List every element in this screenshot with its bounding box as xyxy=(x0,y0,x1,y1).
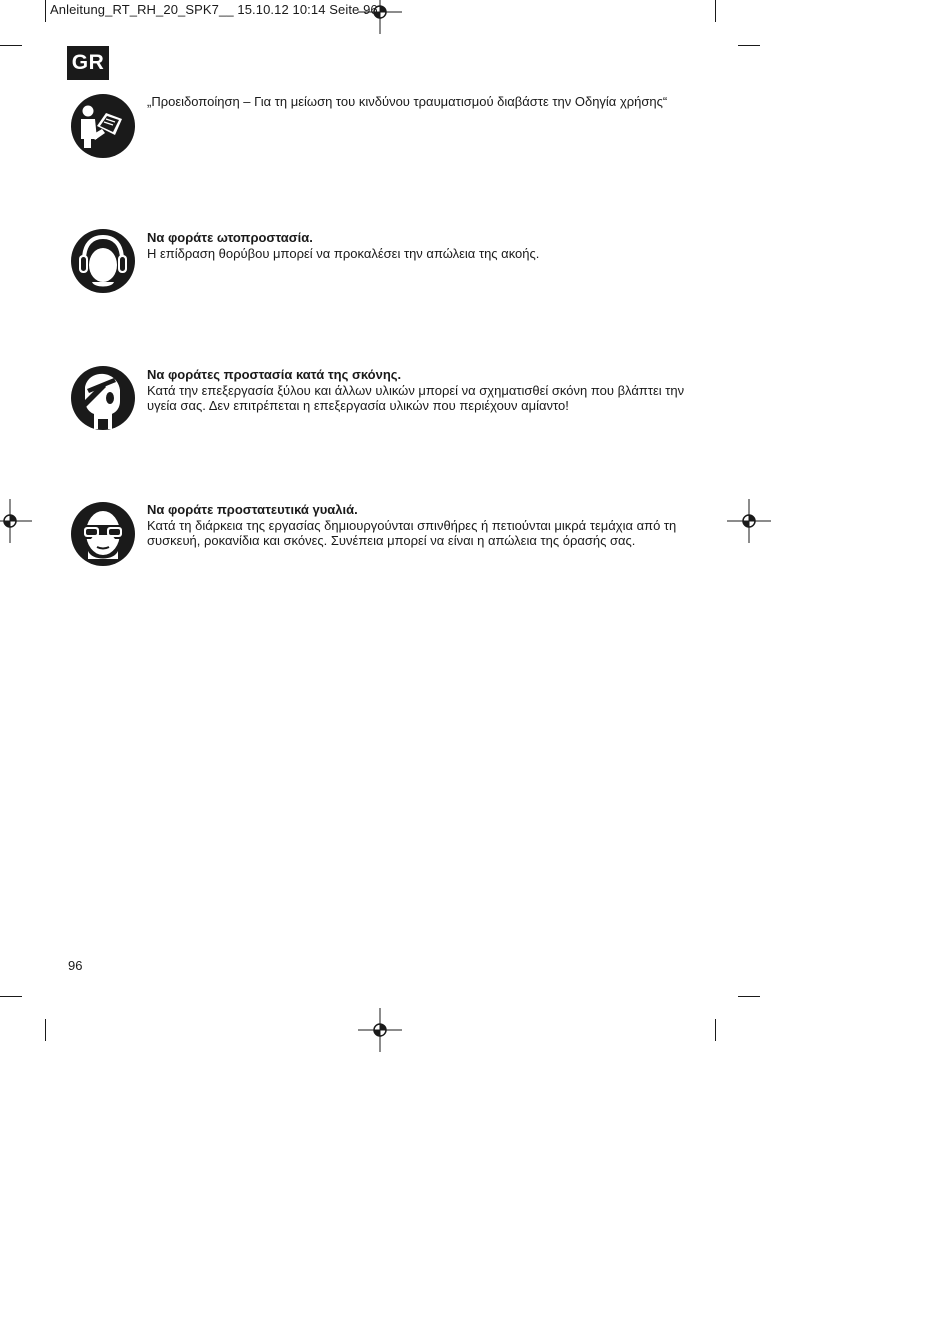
notice-text xyxy=(147,230,707,261)
language-badge: GR xyxy=(67,46,109,80)
crop-mark xyxy=(45,0,46,22)
notice-body: Κατά την επεξεργασία ξύλου και άλλων υλικών μπορεί να σχηματισθεί σκόνη που βλάπτει την υγεία σας. Δεν επιτρέπεται η επεξεργασία υλικών που περιέχουν αμίαντο! xyxy=(147,382,685,413)
crop-mark xyxy=(715,1019,716,1041)
crop-mark xyxy=(0,996,22,997)
notice-title: Να φοράτες προστασία κατά της σκόνης. xyxy=(147,367,402,382)
notice-body: Η επίδραση θορύβου μπορεί να προκαλέσει την απώλεια της ακοής. xyxy=(147,245,540,261)
page-number: 96 xyxy=(68,958,83,973)
notice-title: Να φοράτε ωτοπροστασία. xyxy=(147,230,313,245)
dust-mask-icon xyxy=(70,365,136,431)
print-slug: Anleitung_RT_RH_20_SPK7__ 15.10.12 10:14 Seite 96 xyxy=(50,2,378,17)
crop-mark xyxy=(0,45,22,46)
notice-body: Κατά τη διάρκεια της εργασίας δημιουργούνται σπινθήρες ή πετιούνται μικρά τεμάχια από τη συσκευή, ροκανίδια και σκόνες. Συνέπεια μπορεί να είναι η απώλεια της όρασής σας. xyxy=(147,517,677,548)
notice-title: Να φοράτε προστατευτικά γυαλιά. xyxy=(147,502,358,517)
registration-mark-icon xyxy=(358,1008,402,1052)
registration-mark-icon xyxy=(0,499,32,543)
safety-goggles-icon xyxy=(70,501,136,567)
notice-body: „Προειδοποίηση – Για τη μείωση του κινδύνου τραυματισμού διαβάστε την Οδηγία χρήσης“ xyxy=(147,94,668,109)
crop-mark xyxy=(738,45,760,46)
crop-mark xyxy=(738,996,760,997)
crop-mark xyxy=(45,1019,46,1041)
registration-mark-icon xyxy=(727,499,771,543)
read-manual-icon xyxy=(70,93,136,159)
notice-text xyxy=(147,367,707,414)
crop-mark xyxy=(715,0,716,22)
notice-text xyxy=(147,502,707,549)
notice-text xyxy=(147,94,707,110)
ear-protection-icon xyxy=(70,228,136,294)
